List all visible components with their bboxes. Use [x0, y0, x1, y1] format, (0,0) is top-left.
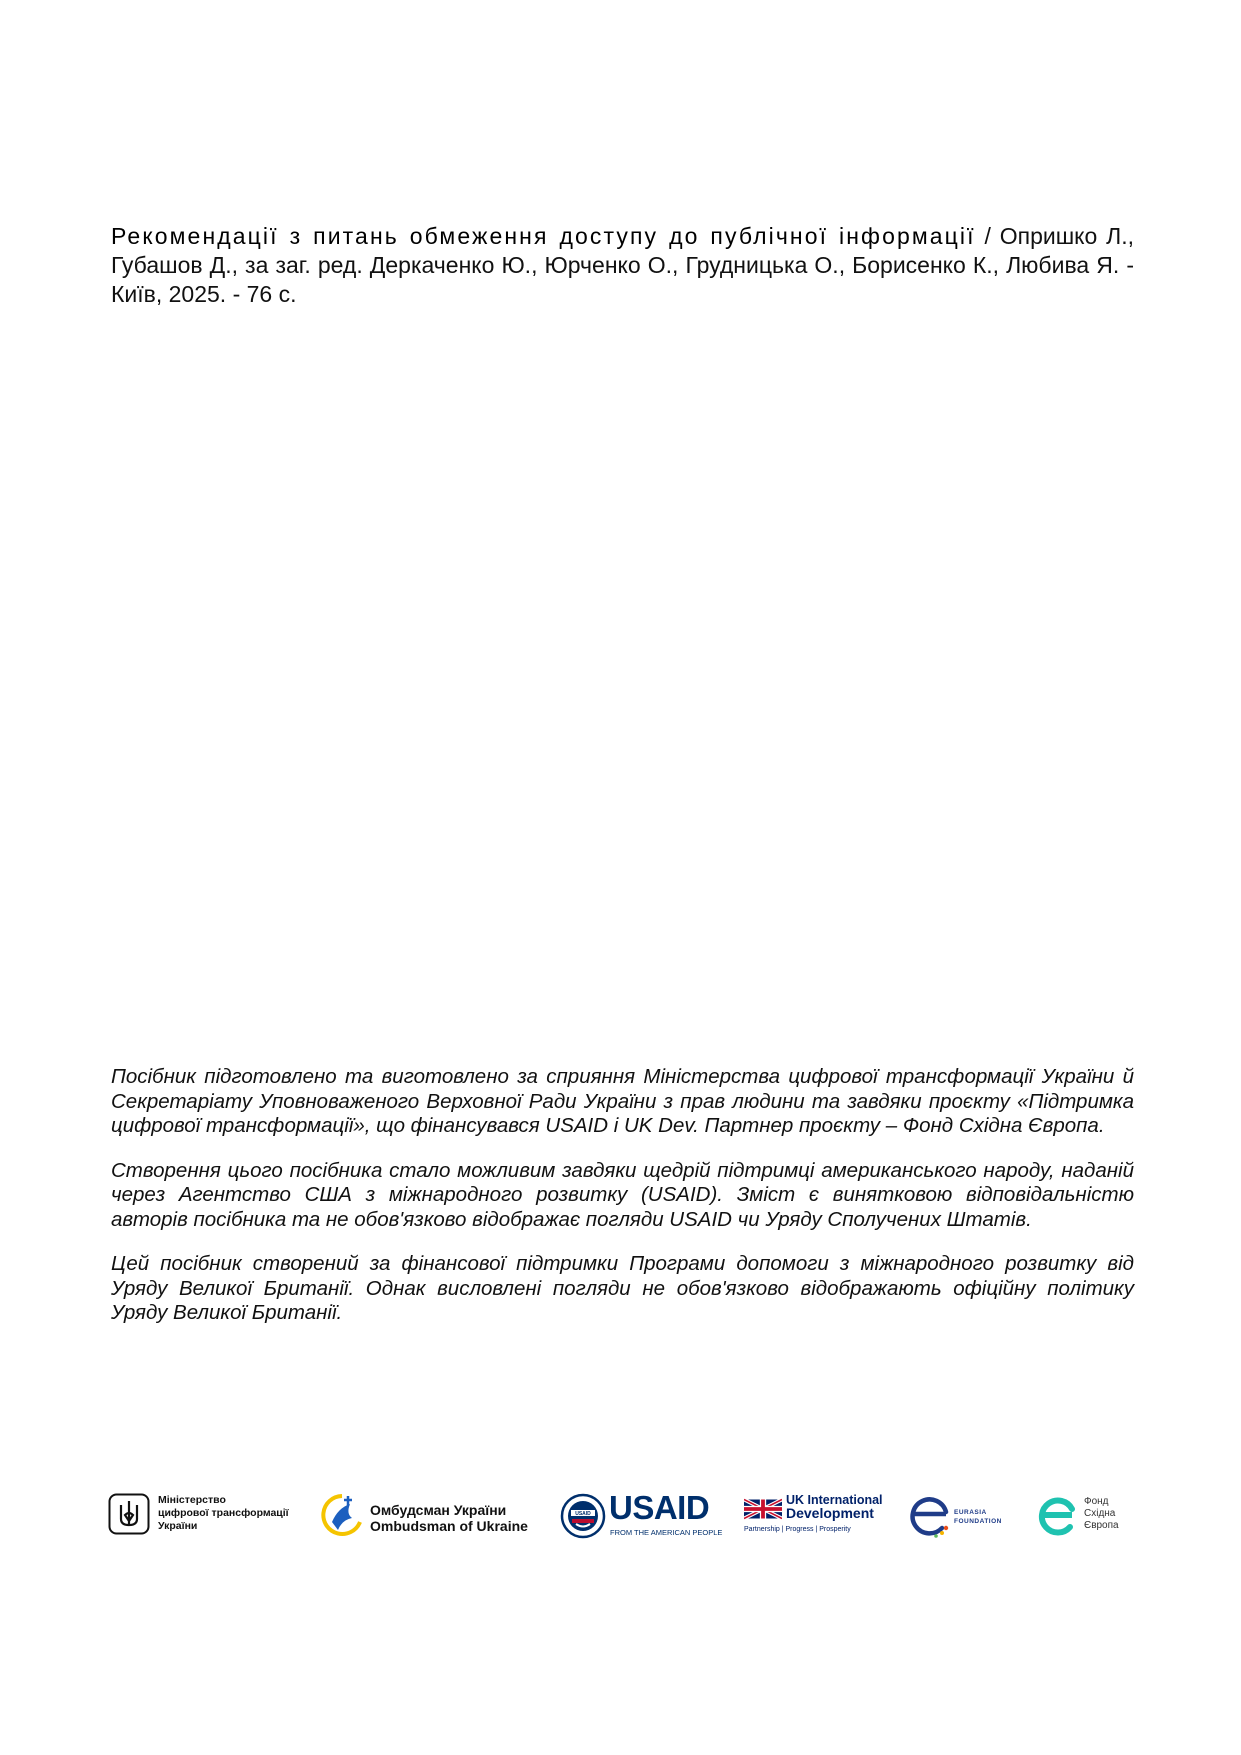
usaid-wordmark: USAID	[609, 1489, 710, 1526]
mintsyfra-logo	[108, 1488, 288, 1544]
fse-line3: Європа	[1084, 1520, 1119, 1531]
fse-line1: Фонд	[1084, 1496, 1109, 1507]
usaid-seal-icon	[560, 1493, 606, 1539]
eurasia-logo	[908, 1488, 1008, 1544]
mintsyfra-line1: Міністерство	[158, 1494, 226, 1506]
trident-icon	[108, 1493, 150, 1535]
citation-authors: / Опришко Л., Губашов Д., за заг. ред. Деркаченко Ю., Юрченко О., Грудницька О., Борисенко К., Любива Я. - Київ, 2025. - 76 с.	[111, 223, 1135, 307]
uk-dev-logo	[744, 1488, 884, 1544]
mintsyfra-line3: України	[158, 1520, 198, 1532]
usaid-seal-text: USAID	[575, 1511, 591, 1517]
union-jack-icon	[744, 1498, 782, 1520]
ukdev-line2: Development	[786, 1505, 874, 1521]
usaid-logo	[560, 1488, 723, 1544]
citation-block	[111, 222, 1134, 309]
eurasia-e-icon	[908, 1494, 950, 1538]
note-paragraph-2: Створення цього посібника стало можливим завдяки щедрій підтримці американського народу, наданій через Агентство США з міжнародного розвитку (USAID). Зміст є винятковою відповідальністю авторів посібника та не обов'язково відображає погляди USAID чи Уряду Сполучених Штатів.	[111, 1158, 1134, 1231]
fse-e-icon	[1036, 1495, 1076, 1537]
partner-logos	[108, 1488, 1138, 1544]
ukdev-tagline: Partnership | Progress | Prosperity	[744, 1526, 851, 1533]
eurasia-line2: FOUNDATION	[954, 1518, 1002, 1525]
mintsyfra-line2: цифрової трансформації	[158, 1507, 289, 1519]
note-paragraph-1: Посібник підготовлено та виготовлено за сприяння Міністерства цифрової трансформації України й Секретаріату Уповноваженого Верховної Ради України з прав людини та завдяки проєкту «Підтримка цифрової трансформації», що фінансувався USAID і UK Dev. Партнер проєкту – Фонд Східна Європа.	[111, 1065, 1134, 1137]
usaid-tagline: FROM THE AMERICAN PEOPLE	[610, 1528, 723, 1537]
ombudsman-logo	[320, 1488, 528, 1544]
ombudsman-line1: Омбудсман України	[370, 1502, 507, 1518]
document-title: Рекомендації з питань обмеження доступу до публічної інформації	[111, 223, 976, 249]
eurasia-line1: EURASIA	[954, 1509, 987, 1516]
fse-logo	[1036, 1488, 1136, 1544]
funding-notes	[111, 1065, 1134, 1346]
ukdev-line1: UK International	[786, 1493, 883, 1507]
ombudsman-line2: Ombudsman of Ukraine	[370, 1518, 528, 1534]
ombudsman-emblem-icon	[320, 1492, 364, 1538]
note-paragraph-3: Цей посібник створений за фінансової підтримки Програми допомоги з міжнародного розвитку від Уряду Великої Британії. Однак висловлені погляди не обов'язково відображають офіційну політику Уряду Великої Британії.	[111, 1252, 1134, 1324]
fse-line2: Східна	[1084, 1508, 1116, 1519]
